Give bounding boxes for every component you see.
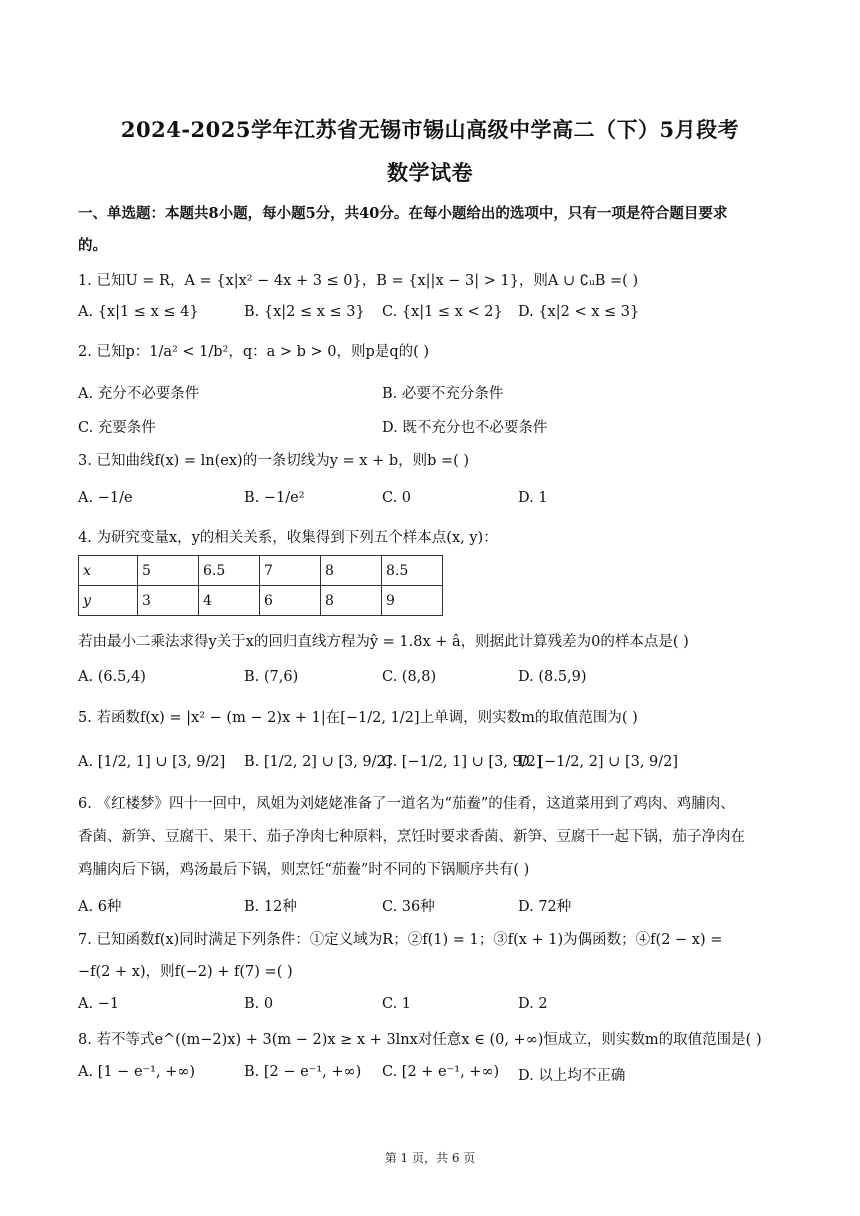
q4-option-a: A. (6.5,4) <box>78 669 146 685</box>
q6-option-d: D. 72种 <box>518 899 572 915</box>
q8-option-c: C. [2 + e⁻¹, +∞) <box>382 1064 500 1080</box>
q3-option-a: A. −1/e <box>78 490 133 506</box>
q5-option-a: A. [1/2, 1] ∪ [3, 9/2] <box>78 754 226 770</box>
q8-option-a: A. [1 − e⁻¹, +∞) <box>78 1064 196 1080</box>
section-heading-cont: 的。 <box>78 237 107 254</box>
question-4-stem-2: 若由最小二乘法求得y关于x的回归直线方程为ŷ = 1.8x + â，则据此计算残差为0的样本点是( ) <box>78 634 689 650</box>
q4-option-b: B. (7,6) <box>244 669 299 685</box>
q5-option-b: B. [1/2, 2] ∪ [3, 9/2] <box>244 754 392 770</box>
table-row <box>79 586 443 616</box>
q6-option-c: C. 36种 <box>382 899 435 915</box>
q5-option-c: C. [−1/2, 1] ∪ [3, 9/2] <box>382 754 542 770</box>
q7-option-c: C. 1 <box>382 996 412 1012</box>
question-1-stem: 1. 已知U = R，A = {x|x² − 4x + 3 ≤ 0}，B = {x||x − 3| > 1}，则A ∪ ∁ᵤB =( ) <box>78 273 639 289</box>
q2-option-c: C. 充要条件 <box>78 420 156 436</box>
table-cell: 3 <box>138 586 199 616</box>
table-cell: 7 <box>260 556 321 586</box>
q6-option-a: A. 6种 <box>78 899 122 915</box>
table-cell: y <box>79 586 138 616</box>
q4-option-c: C. (8,8) <box>382 669 437 685</box>
sample-table <box>78 555 443 616</box>
table-cell: 5 <box>138 556 199 586</box>
exam-title: 2024-2025学年江苏省无锡市锡山高级中学高二（下）5月段考 <box>120 117 740 142</box>
q7-option-d: D. 2 <box>518 996 548 1012</box>
question-3-stem: 3. 已知曲线f(x) = ln(ex)的一条切线为y = x + b，则b =( ) <box>78 453 470 469</box>
question-4-stem: 4. 为研究变量x，y的相关关系，收集得到下列五个样本点(x, y)： <box>78 530 498 546</box>
table-cell: 8 <box>321 556 382 586</box>
q1-option-a: A. {x|1 ≤ x ≤ 4} <box>78 304 199 320</box>
q1-option-b: B. {x|2 ≤ x ≤ 3} <box>244 304 365 320</box>
question-6-line-3: 鸡脯肉后下锅，鸡汤最后下锅，则烹饪“茄鲞”时不同的下锅顺序共有( ) <box>78 862 530 878</box>
q4-option-d: D. (8.5,9) <box>518 669 587 685</box>
table-cell: 8 <box>321 586 382 616</box>
q3-option-c: C. 0 <box>382 490 412 506</box>
exam-subtitle: 数学试卷 <box>387 160 473 185</box>
page-footer: 第 1 页，共 6 页 <box>384 1151 476 1165</box>
q1-option-d: D. {x|2 < x ≤ 3} <box>518 304 640 320</box>
q8-option-b: B. [2 − e⁻¹, +∞) <box>244 1064 362 1080</box>
question-6-line-1: 6. 《红楼梦》四十一回中，凤姐为刘姥姥准备了一道名为“茄鲞”的佳肴，这道菜用到了鸡肉、鸡脯肉、 <box>78 796 735 812</box>
question-2-stem: 2. 已知p：1/a² < 1/b²，q：a > b > 0，则p是q的( ) <box>78 344 430 360</box>
q3-option-b: B. −1/e² <box>244 490 305 506</box>
table-cell: 8.5 <box>382 556 443 586</box>
q2-option-d: D. 既不充分也不必要条件 <box>382 420 548 436</box>
q6-option-b: B. 12种 <box>244 899 297 915</box>
question-5-stem: 5. 若函数f(x) = |x² − (m − 2)x + 1|在[−1/2, 1/2]上单调，则实数m的取值范围为( ) <box>78 710 638 726</box>
q1-option-c: C. {x|1 ≤ x < 2} <box>382 304 503 320</box>
table-cell: 9 <box>382 586 443 616</box>
q5-option-d: D. [−1/2, 2] ∪ [3, 9/2] <box>518 754 679 770</box>
table-cell: x <box>79 556 138 586</box>
question-6-line-2: 香菌、新笋、豆腐干、果干、茄子净肉七种原料，烹饪时要求香菌、新笋、豆腐干一起下锅，茄子净肉在 <box>78 829 745 845</box>
section-heading: 一、单选题：本题共8小题，每小题5分，共40分。在每小题给出的选项中，只有一项是符合题目要求 <box>78 205 728 222</box>
question-7-line-1: 7. 已知函数f(x)同时满足下列条件：①定义域为R；②f(1) = 1；③f(x + 1)为偶函数；④f(2 − x) = <box>78 932 723 948</box>
table-cell: 6 <box>260 586 321 616</box>
q8-option-d: D. 以上均不正确 <box>518 1068 626 1084</box>
table-cell: 4 <box>199 586 260 616</box>
q2-option-a: A. 充分不必要条件 <box>78 386 200 402</box>
q2-option-b: B. 必要不充分条件 <box>382 386 504 402</box>
q7-option-a: A. −1 <box>78 996 120 1012</box>
table-cell: 6.5 <box>199 556 260 586</box>
question-7-line-2: −f(2 + x)，则f(−2) + f(7) =( ) <box>78 964 293 980</box>
q7-option-b: B. 0 <box>244 996 274 1012</box>
q3-option-d: D. 1 <box>518 490 548 506</box>
table-row <box>79 556 443 586</box>
question-8-stem: 8. 若不等式e^((m−2)x) + 3(m − 2)x ≥ x + 3lnx对任意x ∈ (0, +∞)恒成立，则实数m的取值范围是( ) <box>78 1032 762 1048</box>
